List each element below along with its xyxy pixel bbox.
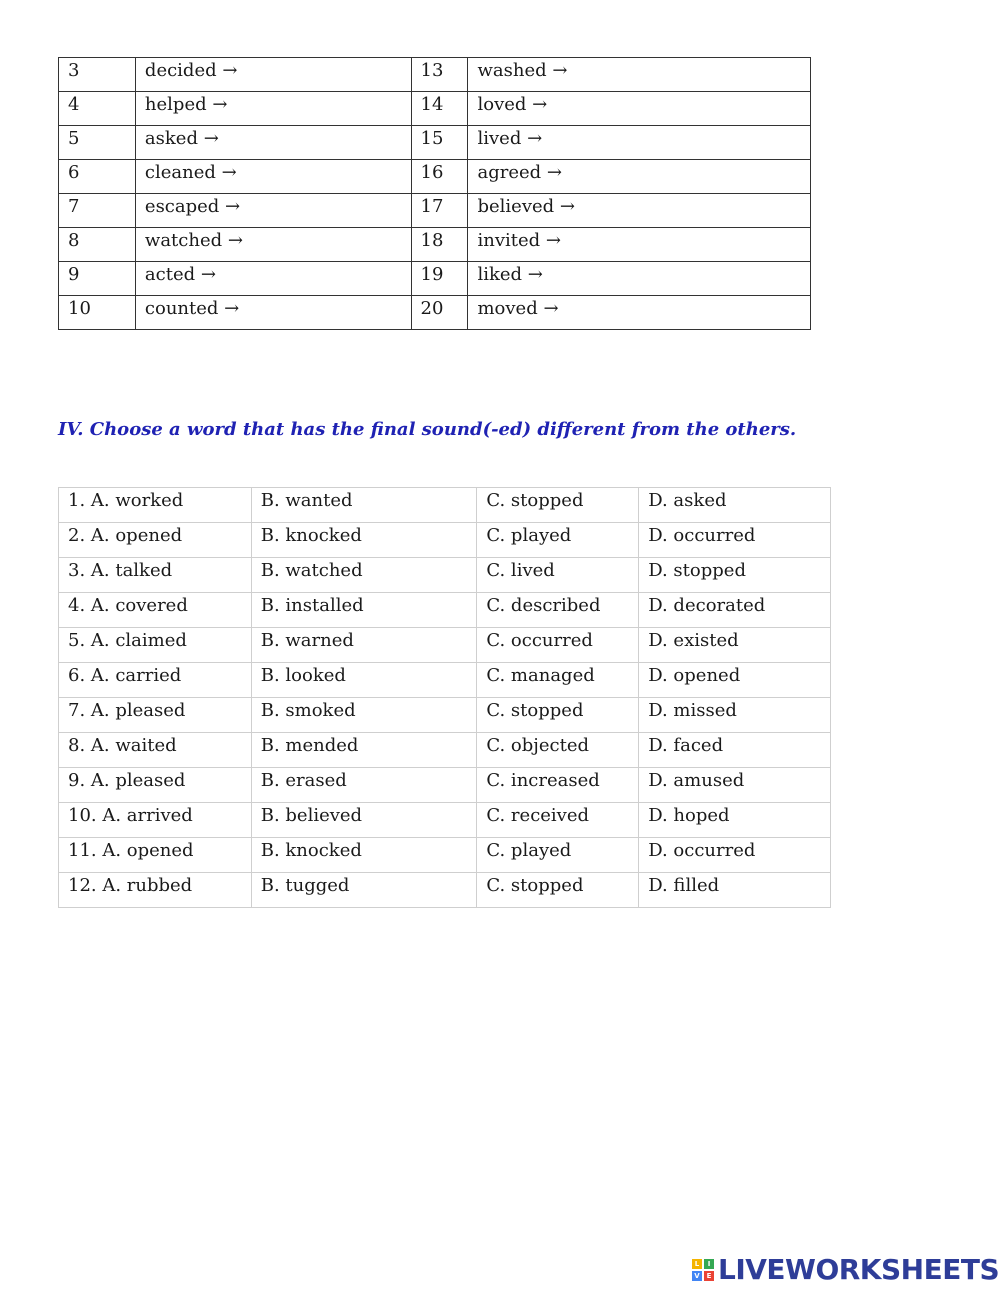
- table-row: [59, 58, 811, 92]
- table-cell: 9: [59, 262, 136, 296]
- table-cell: D. opened: [639, 663, 831, 698]
- table-cell: 8. A. waited: [59, 733, 252, 768]
- table-row: [59, 296, 811, 330]
- table-cell: B. mended: [251, 733, 477, 768]
- table-cell: 5: [59, 126, 136, 160]
- table-cell: C. occurred: [477, 628, 639, 663]
- table-cell: 14: [411, 92, 468, 126]
- table-row: [59, 262, 811, 296]
- table-cell: agreed →: [468, 160, 811, 194]
- table-cell: C. stopped: [477, 488, 639, 523]
- table-cell: B. erased: [251, 768, 477, 803]
- table-cell: D. stopped: [639, 558, 831, 593]
- table-cell: 3. A. talked: [59, 558, 252, 593]
- table-cell: 7. A. pleased: [59, 698, 252, 733]
- question-row: [59, 663, 831, 698]
- table-cell: 16: [411, 160, 468, 194]
- table-cell: B. installed: [251, 593, 477, 628]
- table-cell: D. occurred: [639, 838, 831, 873]
- table-cell: B. knocked: [251, 523, 477, 558]
- table-cell: acted →: [135, 262, 411, 296]
- table-cell: lived →: [468, 126, 811, 160]
- table-cell: counted →: [135, 296, 411, 330]
- table-cell: believed →: [468, 194, 811, 228]
- table-cell: 6: [59, 160, 136, 194]
- question-row: [59, 873, 831, 908]
- table-row: [59, 92, 811, 126]
- table-cell: decided →: [135, 58, 411, 92]
- question-row: [59, 628, 831, 663]
- table-cell: C. managed: [477, 663, 639, 698]
- section-iv-heading: IV. Choose a word that has the final sound(-ed) different from the others.: [58, 419, 797, 440]
- table-cell: D. amused: [639, 768, 831, 803]
- question-row: [59, 523, 831, 558]
- table-cell: 19: [411, 262, 468, 296]
- liveworksheets-logo: [692, 1253, 999, 1286]
- brand-name: LIVEWORKSHEETS: [718, 1253, 1000, 1286]
- table-row: [59, 160, 811, 194]
- table-cell: B. knocked: [251, 838, 477, 873]
- question-row: [59, 733, 831, 768]
- table-cell: 17: [411, 194, 468, 228]
- logo-letter: L: [692, 1259, 702, 1269]
- table-cell: 4. A. covered: [59, 593, 252, 628]
- table-cell: 9. A. pleased: [59, 768, 252, 803]
- table-row: [59, 228, 811, 262]
- table-cell: 5. A. claimed: [59, 628, 252, 663]
- table-cell: D. occurred: [639, 523, 831, 558]
- table-cell: 3: [59, 58, 136, 92]
- table-cell: B. wanted: [251, 488, 477, 523]
- table-cell: washed →: [468, 58, 811, 92]
- table-cell: cleaned →: [135, 160, 411, 194]
- table-cell: D. asked: [639, 488, 831, 523]
- table-cell: 10: [59, 296, 136, 330]
- table-cell: D. filled: [639, 873, 831, 908]
- table-row: [59, 126, 811, 160]
- table-cell: C. objected: [477, 733, 639, 768]
- table-cell: moved →: [468, 296, 811, 330]
- logo-letter: E: [704, 1271, 714, 1281]
- question-row: [59, 698, 831, 733]
- table-cell: D. hoped: [639, 803, 831, 838]
- table-cell: 7: [59, 194, 136, 228]
- question-row: [59, 803, 831, 838]
- table-cell: D. missed: [639, 698, 831, 733]
- table-cell: C. played: [477, 838, 639, 873]
- table-cell: B. smoked: [251, 698, 477, 733]
- question-row: [59, 593, 831, 628]
- table-cell: B. tugged: [251, 873, 477, 908]
- ed-sound-choice-table: [58, 487, 831, 908]
- table-cell: C. stopped: [477, 698, 639, 733]
- table-cell: 10. A. arrived: [59, 803, 252, 838]
- table-cell: 18: [411, 228, 468, 262]
- table-cell: B. warned: [251, 628, 477, 663]
- table-cell: C. lived: [477, 558, 639, 593]
- logo-letter: V: [692, 1271, 702, 1281]
- table-cell: invited →: [468, 228, 811, 262]
- question-row: [59, 838, 831, 873]
- table-cell: B. watched: [251, 558, 477, 593]
- table-cell: 15: [411, 126, 468, 160]
- table-cell: 13: [411, 58, 468, 92]
- table-cell: C. described: [477, 593, 639, 628]
- table-cell: C. played: [477, 523, 639, 558]
- table-cell: 8: [59, 228, 136, 262]
- table-cell: 12. A. rubbed: [59, 873, 252, 908]
- table-cell: B. believed: [251, 803, 477, 838]
- table-row: [59, 194, 811, 228]
- logo-letter: I: [704, 1259, 714, 1269]
- table-cell: 20: [411, 296, 468, 330]
- question-row: [59, 488, 831, 523]
- logo-mark-icon: [692, 1259, 714, 1281]
- table-cell: B. looked: [251, 663, 477, 698]
- table-cell: D. existed: [639, 628, 831, 663]
- question-row: [59, 558, 831, 593]
- table-cell: 2. A. opened: [59, 523, 252, 558]
- table-cell: helped →: [135, 92, 411, 126]
- table-cell: liked →: [468, 262, 811, 296]
- table-cell: C. received: [477, 803, 639, 838]
- table-cell: loved →: [468, 92, 811, 126]
- table-cell: 4: [59, 92, 136, 126]
- table-cell: asked →: [135, 126, 411, 160]
- table-cell: C. increased: [477, 768, 639, 803]
- table-cell: C. stopped: [477, 873, 639, 908]
- past-tense-table: [58, 57, 811, 330]
- table-cell: D. faced: [639, 733, 831, 768]
- table-cell: D. decorated: [639, 593, 831, 628]
- question-row: [59, 768, 831, 803]
- table-cell: watched →: [135, 228, 411, 262]
- table-cell: escaped →: [135, 194, 411, 228]
- table-cell: 11. A. opened: [59, 838, 252, 873]
- table-cell: 1. A. worked: [59, 488, 252, 523]
- table-cell: 6. A. carried: [59, 663, 252, 698]
